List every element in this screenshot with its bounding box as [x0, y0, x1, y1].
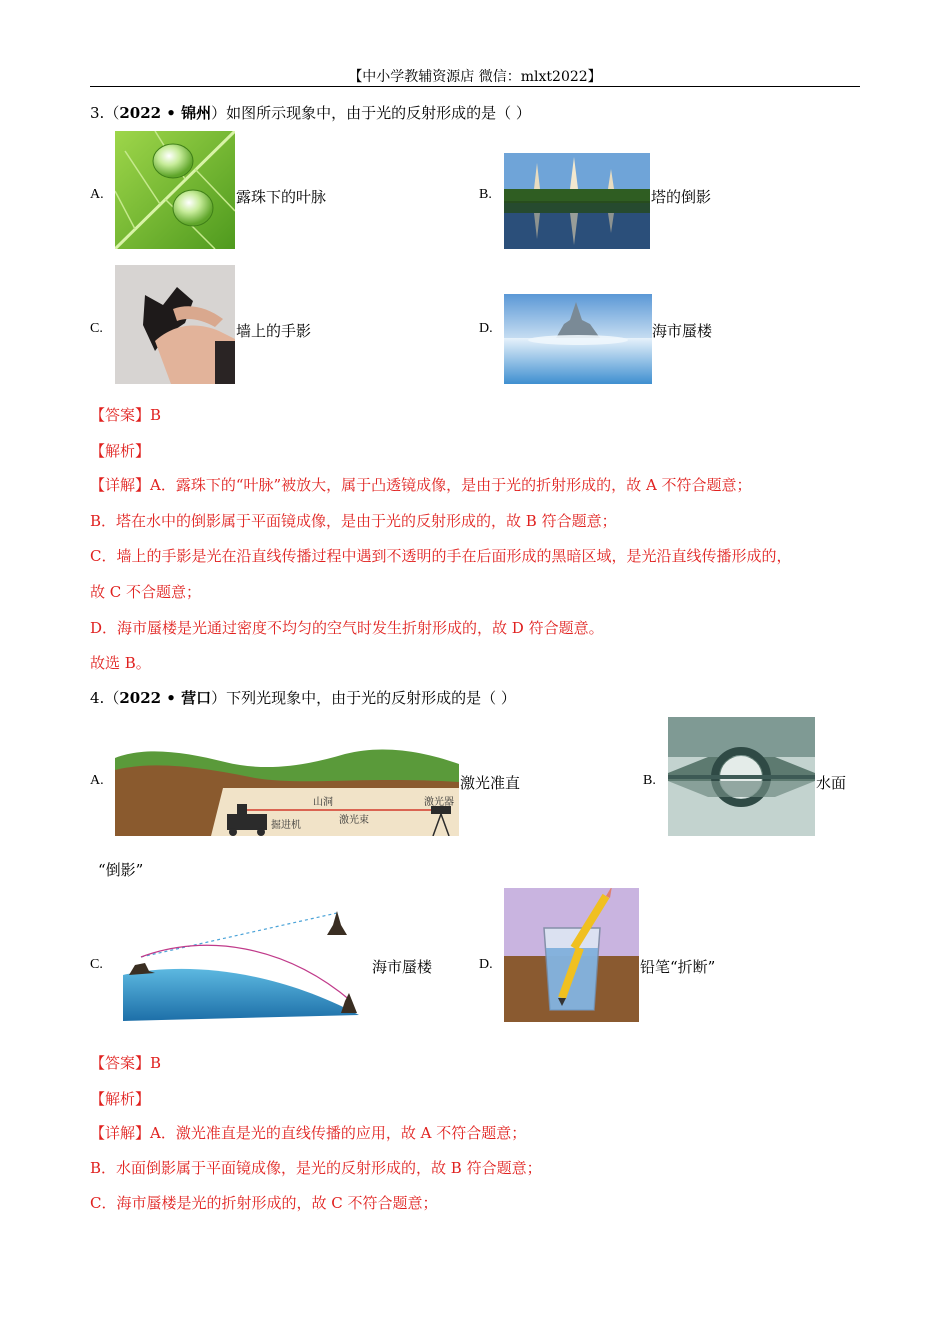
q3-option-d-caption: 海市蜃楼: [652, 322, 713, 340]
q4-number: 4.: [90, 689, 105, 707]
q3-option-d-letter: D.: [479, 321, 493, 336]
q4-option-d-caption: 铅笔“折断”: [640, 958, 716, 976]
q3-answer: 【答案】B: [90, 406, 162, 424]
q3-option-a-caption: 露珠下的叶脉: [236, 188, 327, 206]
q3-image-pagoda-reflection: [504, 153, 650, 249]
q3-image-dewdrop-leaf: [115, 131, 235, 249]
q4-source-close: ）: [211, 689, 227, 707]
q4-option-b-caption: 水面: [816, 774, 847, 792]
q3-image-mirage: [504, 294, 652, 384]
q3-detail-line-2: B．塔在水中的倒影属于平面镜成像，是由于光的反射形成的，故 B 符合题意；: [90, 512, 617, 530]
q3-option-c-letter: C.: [90, 321, 103, 336]
page-header: 【中小学教辅资源店 微信：mlxt2022】: [348, 69, 602, 85]
q3-detail-line-1: 【详解】A．露珠下的“叶脉”被放大，属于凸透镜成像，是由于光的折射形成的，故 A 不符合题意；: [90, 476, 752, 494]
q4-answer: 【答案】B: [90, 1054, 162, 1072]
q4-option-c-letter: C.: [90, 957, 103, 972]
q4-source-open: （: [104, 689, 120, 707]
q4-image-bridge-reflection: [668, 717, 815, 836]
q4-stem: 下列光现象中，由于光的反射形成的是（ ）: [226, 689, 516, 707]
q3-number: 3.: [90, 104, 105, 122]
q3-stem: 如图所示现象中，由于光的反射形成的是（ ）: [226, 104, 531, 122]
q4-image-pencil-in-water: [504, 888, 639, 1022]
q4-option-d-letter: D.: [479, 957, 493, 972]
q3-source: 2022 • 锦州: [119, 104, 212, 122]
q4-option-b-caption-cont: “倒影”: [98, 861, 144, 879]
label-tunnel-machine: 掘进机: [271, 820, 301, 831]
q4-image-mirage-diagram: [115, 905, 365, 1021]
q3-source-open: （: [104, 104, 120, 122]
label-laser-device: 激光器: [424, 797, 454, 808]
q4-detail-line-1: 【详解】A．激光准直是光的直线传播的应用，故 A 不符合题意；: [90, 1124, 527, 1142]
q3-detail-line-5: D．海市蜃楼是光通过密度不均匀的空气时发生折射形成的，故 D 符合题意。: [90, 619, 604, 637]
q4-detail-line-3: C．海市蜃楼是光的折射形成的，故 C 不符合题意；: [90, 1194, 438, 1212]
label-laser-beam: 激光束: [339, 815, 369, 826]
q3-option-a-letter: A.: [90, 187, 104, 202]
q3-detail-line-3: C．墙上的手影是光在沿直线传播过程中遇到不透明的手在后面形成的黑暗区域，是光沿直线传播形成的，: [90, 547, 792, 565]
q4-option-a-letter: A.: [90, 773, 104, 788]
q4-image-laser-tunnel: [115, 748, 459, 836]
q4-option-a-caption: 激光准直: [460, 774, 521, 792]
q3-analysis-label: 【解析】: [90, 442, 151, 460]
q4-source: 2022 • 营口: [119, 689, 212, 707]
q3-detail-line-4: 故 C 不合题意；: [90, 583, 202, 601]
label-tunnel: 山洞: [313, 797, 333, 808]
q3-stem-line: [90, 102, 531, 123]
q4-analysis-label: 【解析】: [90, 1090, 151, 1108]
q3-image-hand-shadow: [115, 265, 235, 384]
q4-detail-line-2: B．水面倒影属于平面镜成像，是光的反射形成的，故 B 符合题意；: [90, 1159, 542, 1177]
q3-option-b-letter: B.: [479, 187, 492, 202]
q3-source-close: ）: [211, 104, 227, 122]
q3-option-c-caption: 墙上的手影: [236, 322, 312, 340]
q4-option-b-letter: B.: [643, 773, 656, 788]
q4-option-c-caption: 海市蜃楼: [372, 958, 433, 976]
q3-option-b-caption: 塔的倒影: [651, 188, 712, 206]
header-rule: [90, 86, 860, 87]
q4-stem-line: [90, 687, 516, 708]
q3-detail-line-6: 故选 B。: [90, 654, 151, 672]
